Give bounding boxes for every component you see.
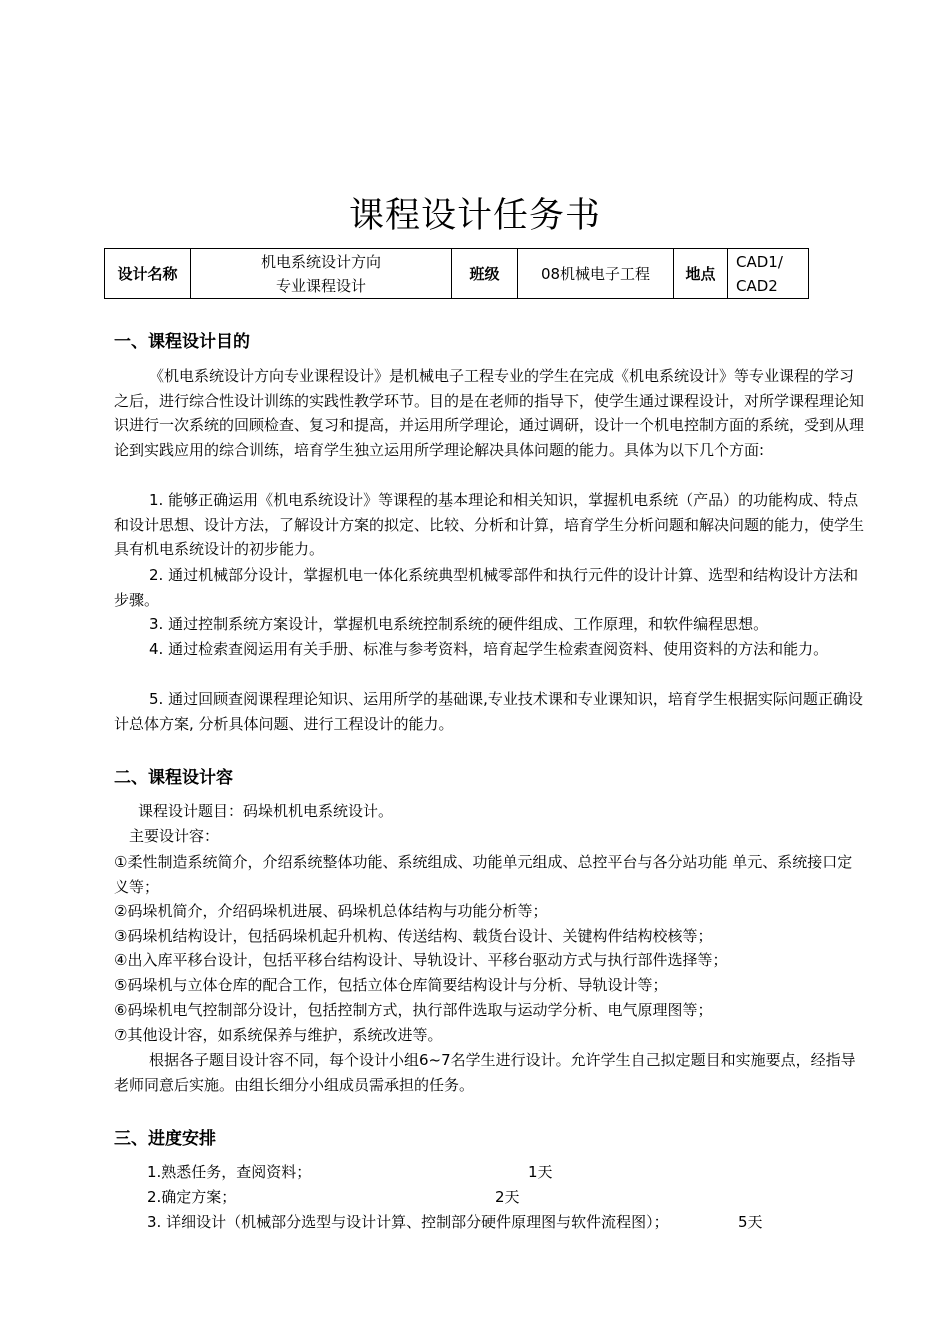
section1-item: 2. 通过机械部分设计，掌握机电一体化系统典型机械零部件和执行元件的设计计算、选型和结构设计方法和步骤。 [114,566,859,609]
location-line2: CAD2 [736,276,778,295]
section2-item: ⑥码垛机电气控制部分设计，包括控制方式，执行部件选取与运动学分析、电气原理图等； [114,1001,713,1019]
design-name-line2: 专业课程设计 [275,276,366,295]
location-label: 地点 [674,249,728,299]
section1-intro: 《机电系统设计方向专业课程设计》是机械电子工程专业的学生在完成《机电系统设计》等专业课程的学习之后，进行综合性设计训练的实践性教学环节。目的是在老师的指导下，使学生通过课程设计，对所学课程理论知识进行一次系统的回顾检查、复习和提高，并运用所学理论，通过调研，设计一个机电控制方面的系统，受到从理论到实践应用的综合训练，培育学生独立运用所学理论解决具体问题的能力。具体为以下几个方面: [114,367,865,460]
section2-item: ⑦其他设计容，如系统保养与维护，系统改进等。 [114,1026,443,1044]
schedule-task: 2.确定方案； [147,1188,237,1206]
section2-heading: 二、课程设计容 [114,768,233,788]
page-title: 课程设计任务书 [348,196,601,236]
section2-closing: 根据各子题目设计容不同，每个设计小组6~7名学生进行设计。允许学生自己拟定题目和实施要点，经指导老师同意后实施。由组长细分小组成员需承担的任务。 [114,1051,856,1094]
design-name-line1: 机电系统设计方向 [260,252,381,271]
section2-item: ③码垛机结构设计，包括码垛机起升机构、传送结构、载货台设计、关键构件结构校核等； [114,927,713,945]
section2-topic: 课程设计题目：码垛机机电系统设计。 [138,802,394,820]
section2-item: ①柔性制造系统简介，介绍系统整体功能、系统组成、功能单元组成、总控平台与各分站功能 单元、系统接口定义等； [114,853,853,896]
location-value [728,249,809,299]
class-value: 08机械电子工程 [518,249,674,299]
location-line1: CAD1/ [736,252,783,271]
section1-item: 4. 通过检索查阅运用有关手册、标准与参考资料，培育起学生检索查阅资料、使用资料的方法和能力。 [149,640,829,658]
class-label: 班级 [452,249,518,299]
section2-main-label: 主要设计容： [129,827,220,845]
section1-item: 1. 能够正确运用《机电系统设计》等课程的基本理论和相关知识，掌握机电系统（产品）的功能构成、特点和设计思想、设计方法，了解设计方案的拟定、比较、分析和计算，培育学生分析问题和解决问题的能力，使学生具有机电系统设计的初步能力。 [114,491,865,559]
design-name-label: 设计名称 [105,249,191,299]
schedule-task: 1.熟悉任务，查阅资料； [147,1163,312,1181]
info-table [104,248,809,299]
section1-heading: 一、课程设计目的 [114,332,250,352]
section2-item: ⑤码垛机与立体仓库的配合工作，包括立体仓库简要结构设计与分析、导轨设计等； [114,976,668,994]
schedule-task: 3. 详细设计（机械部分选型与设计计算、控制部分硬件原理图与软件流程图）； [147,1213,669,1231]
design-name-value [191,249,452,299]
schedule-days: 2天 [495,1188,520,1206]
schedule-days: 5天 [738,1213,763,1231]
section2-item: ②码垛机简介，介绍码垛机进展、码垛机总体结构与功能分析等； [114,902,548,920]
section1-item: 3. 通过控制系统方案设计，掌握机电系统控制系统的硬件组成、工作原理，和软件编程思想。 [149,615,769,633]
section2-item: ④出入库平移台设计，包括平移台结构设计、导轨设计、平移台驱动方式与执行部件选择等； [114,951,728,969]
schedule-days: 1天 [528,1163,553,1181]
section1-item: 5. 通过回顾查阅课程理论知识、运用所学的基础课,专业技术课和专业课知识，培育学生根据实际问题正确设计总体方案, 分析具体问题、进行工程设计的能力。 [114,690,863,733]
section3-heading: 三、进度安排 [114,1129,216,1149]
